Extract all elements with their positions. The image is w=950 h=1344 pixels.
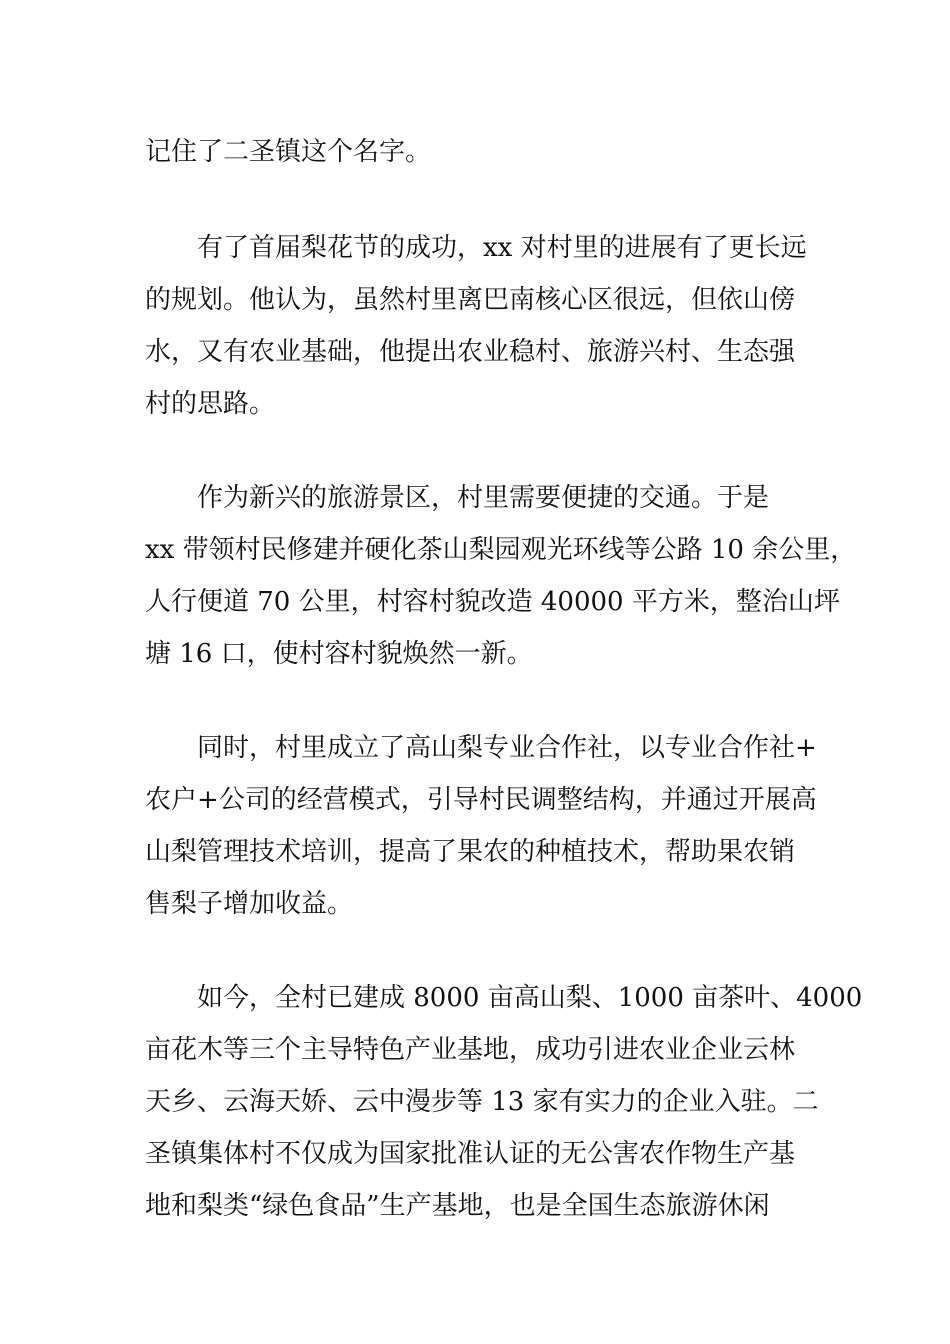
paragraph-3-line-1: 作为新兴的旅游景区，村里需要便捷的交通。于是 (197, 483, 770, 513)
paragraph-1-line-1: 记住了二圣镇这个名字。 (145, 137, 432, 167)
paragraph-2-line-3: 水，又有农业基础，他提出农业稳村、旅游兴村、生态强 (145, 337, 796, 367)
paragraph-2-line-4: 村的思路。 (145, 389, 276, 419)
paragraph-3-line-2: xx 带领村民修建并硬化茶山梨园观光环线等公路 10 余公里， (145, 535, 857, 565)
paragraph-3-line-3: 人行便道 70 公里，村容村貌改造 40000 平方米，整治山坪 (145, 587, 840, 617)
paragraph-5-line-5: 地和梨类“绿色食品”生产基地，也是全国生态旅游休闲 (145, 1191, 770, 1221)
paragraph-4-line-3: 山梨管理技术培训，提高了果农的种植技术，帮助果农销 (145, 837, 796, 867)
paragraph-2-line-2: 的规划。他认为，虽然村里离巴南核心区很远，但依山傍 (145, 285, 796, 315)
paragraph-4-line-4: 售梨子增加收益。 (145, 889, 354, 919)
paragraph-2-line-1: 有了首届梨花节的成功，xx 对村里的进展有了更长远 (197, 233, 807, 263)
paragraph-5-line-3: 天乡、云海天娇、云中漫步等 13 家有实力的企业入驻。二 (145, 1087, 819, 1117)
paragraph-3-line-4: 塘 16 口，使村容村貌焕然一新。 (145, 639, 533, 669)
paragraph-5-line-4: 圣镇集体村不仅成为国家批准认证的无公害农作物生产基 (145, 1139, 796, 1169)
paragraph-5-line-2: 亩花木等三个主导特色产业基地，成功引进农业企业云林 (145, 1035, 796, 1065)
paragraph-4-line-1: 同时，村里成立了高山梨专业合作社，以专业合作社+ (197, 733, 817, 763)
paragraph-5-line-1: 如今，全村已建成 8000 亩高山梨、1000 亩茶叶、4000 (197, 983, 863, 1013)
paragraph-4-line-2: 农户+公司的经营模式，引导村民调整结构，并通过开展高 (145, 785, 817, 815)
